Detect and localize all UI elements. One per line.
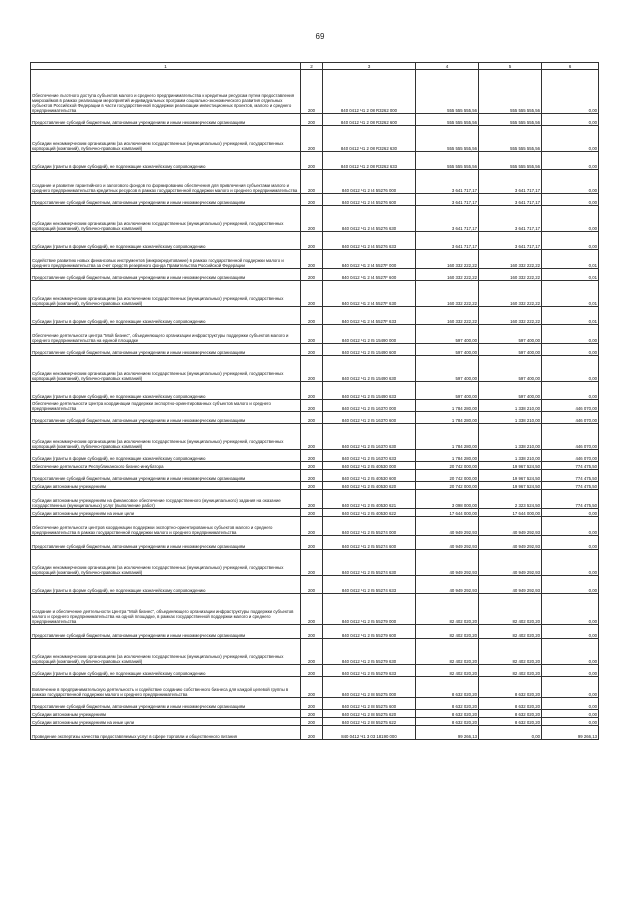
row-budget-code: 840 0412 Ч1 2 I4 55276 000 (323, 170, 416, 194)
row-approved-amount: 8 632 020,20 (416, 698, 479, 710)
table-row (31, 594, 599, 625)
row-name: Предоставление субсидий бюджетным, автономным учреждениям и иным некоммерческим организациям (31, 412, 301, 424)
row-budget-code: 840 0412 Ч1 2 I8 55275 622 (323, 718, 416, 726)
row-executed-amount: 555 555 555,56 (479, 114, 542, 126)
row-unexecuted-amount: 0,01 (542, 307, 599, 325)
row-executed-amount: 19 967 524,50 (479, 482, 542, 490)
row-executed-amount: 597 400,00 (479, 344, 542, 356)
row-unexecuted-amount: 0,00 (542, 718, 599, 726)
row-line-code: 200 (301, 536, 323, 550)
row-approved-amount: 1 784 280,00 (416, 412, 479, 424)
row-unexecuted-amount: 0,01 (542, 250, 599, 269)
row-executed-amount: 555 555 555,56 (479, 126, 542, 152)
row-name: Субсидии (гранты в форме субсидий), не подлежащие казначейскому сопровождению (31, 307, 301, 325)
row-unexecuted-amount: 0,00 (542, 206, 599, 232)
row-executed-amount: 160 332 222,22 (479, 250, 542, 269)
row-unexecuted-amount: 0,00 (542, 677, 599, 698)
row-approved-amount: 3 641 717,17 (416, 232, 479, 250)
row-executed-amount: 3 641 717,17 (479, 206, 542, 232)
row-budget-code: 840 0412 Ч1 2 I5 15490 000 (323, 325, 416, 344)
header-col-5: 5 (479, 63, 542, 70)
row-unexecuted-amount: 0,00 (542, 625, 599, 639)
row-approved-amount: 82 402 020,20 (416, 665, 479, 677)
row-executed-amount: 19 967 524,50 (479, 462, 542, 470)
row-line-code: 200 (301, 698, 323, 710)
row-name: Субсидии некоммерческим организациям (за исключением государственных (муниципальных) учреждений, государственных корпораций (компаний), публично-правовых компаний) (31, 356, 301, 382)
row-executed-amount: 82 402 020,20 (479, 625, 542, 639)
row-executed-amount: 8 632 020,20 (479, 677, 542, 698)
row-approved-amount: 82 402 020,20 (416, 639, 479, 665)
table-row (31, 170, 599, 194)
row-executed-amount: 555 555 555,56 (479, 152, 542, 170)
row-budget-code: 840 0412 Ч1 2 08 R3262 630 (323, 126, 416, 152)
row-executed-amount: 17 644 000,00 (479, 509, 542, 517)
table-row (31, 250, 599, 269)
row-unexecuted-amount: 0,00 (542, 594, 599, 625)
table-row (31, 509, 599, 517)
table-row (31, 517, 599, 536)
row-name: Вовлечение в предпринимательскую деятельность и содействие созданию собственного бизнеса для каждой целевой группы в рамках государственной поддержки малого и среднего предпринимательства (31, 677, 301, 698)
row-line-code: 200 (301, 232, 323, 250)
row-budget-code: 840 0412 Ч1 2 I5 15490 600 (323, 344, 416, 356)
row-approved-amount: 555 555 555,56 (416, 126, 479, 152)
row-approved-amount: 8 632 020,20 (416, 710, 479, 718)
row-budget-code: 840 0412 Ч1 2 I4 5527F 600 (323, 269, 416, 281)
row-budget-code: 840 0412 Ч1 2 I4 55276 633 (323, 232, 416, 250)
row-approved-amount: 597 400,00 (416, 325, 479, 344)
row-approved-amount: 3 641 717,17 (416, 206, 479, 232)
table-row (31, 718, 599, 726)
row-budget-code: 840 0412 Ч1 2 08 R3262 600 (323, 114, 416, 126)
row-name: Субсидии некоммерческим организациям (за исключением государственных (муниципальных) учреждений, государственных корпораций (компаний), публично-правовых компаний) (31, 639, 301, 665)
row-line-code: 200 (301, 152, 323, 170)
row-unexecuted-amount: 0,00 (542, 509, 599, 517)
row-unexecuted-amount: 0,00 (542, 70, 599, 114)
table-row (31, 424, 599, 450)
row-unexecuted-amount: 0,00 (542, 576, 599, 594)
row-approved-amount: 82 402 020,20 (416, 625, 479, 639)
row-unexecuted-amount: 0,00 (542, 698, 599, 710)
table-row (31, 70, 599, 114)
row-approved-amount: 20 742 000,00 (416, 470, 479, 482)
row-budget-code: 840 0412 Ч1 2 I4 5527F 633 (323, 307, 416, 325)
row-approved-amount: 40 949 292,93 (416, 550, 479, 576)
row-budget-code: 840 0412 Ч1 2 I5 15490 630 (323, 356, 416, 382)
row-name: Субсидии некоммерческим организациям (за исключением государственных (муниципальных) учреждений, государственных корпораций (компаний), публично-правовых компаний) (31, 126, 301, 152)
row-line-code: 200 (301, 718, 323, 726)
row-unexecuted-amount: 0,00 (542, 639, 599, 665)
row-unexecuted-amount: 0,00 (542, 356, 599, 382)
row-name: Предоставление субсидий бюджетным, автономным учреждениям и иным некоммерческим организациям (31, 194, 301, 206)
table-row (31, 462, 599, 470)
row-unexecuted-amount: 774 475,50 (542, 470, 599, 482)
header-col-3: 3 (323, 63, 416, 70)
row-budget-code: 840 0412 Ч1 2 I5 55274 630 (323, 550, 416, 576)
row-name: Предоставление субсидий бюджетным, автономным учреждениям и иным некоммерческим организациям (31, 470, 301, 482)
row-approved-amount: 17 644 000,00 (416, 509, 479, 517)
row-unexecuted-amount: 0,00 (542, 665, 599, 677)
row-name: Субсидии автономным учреждениям на финансовое обеспечение государственного (муниципального) задания на оказание государственных (муниципальных) услуг (выполнение работ) (31, 490, 301, 509)
row-unexecuted-amount: 0,00 (542, 126, 599, 152)
row-name: Субсидии некоммерческим организациям (за исключением государственных (муниципальных) учреждений, государственных корпораций (компаний), публично-правовых компаний) (31, 281, 301, 307)
row-executed-amount: 1 338 210,00 (479, 400, 542, 412)
row-executed-amount: 8 632 020,20 (479, 698, 542, 710)
row-unexecuted-amount: 0,00 (542, 550, 599, 576)
row-executed-amount: 2 323 524,50 (479, 490, 542, 509)
row-approved-amount: 597 400,00 (416, 356, 479, 382)
row-approved-amount: 3 641 717,17 (416, 170, 479, 194)
row-name: Субсидии автономным учреждениям на иные цели (31, 718, 301, 726)
row-executed-amount: 0,00 (479, 726, 542, 740)
row-name: Предоставление субсидий бюджетным, автономным учреждениям и иным некоммерческим организациям (31, 269, 301, 281)
row-approved-amount: 99 266,13 (416, 726, 479, 740)
table-header-row (31, 63, 599, 70)
row-approved-amount: 160 332 222,22 (416, 281, 479, 307)
row-name: Субсидии (гранты в форме субсидий), не подлежащие казначейскому сопровождению (31, 382, 301, 400)
row-budget-code: 840 0412 Ч1 2 I5 55274 633 (323, 576, 416, 594)
page-number: 69 (315, 32, 325, 41)
row-name: Субсидии некоммерческим организациям (за исключением государственных (муниципальных) учреждений, государственных корпораций (компаний), публично-правовых компаний) (31, 550, 301, 576)
row-approved-amount: 555 555 555,56 (416, 114, 479, 126)
row-executed-amount: 597 400,00 (479, 382, 542, 400)
row-budget-code: 840 0412 Ч1 2 I8 55275 620 (323, 710, 416, 718)
row-executed-amount: 1 338 210,00 (479, 450, 542, 462)
row-approved-amount: 555 555 555,56 (416, 152, 479, 170)
row-name: Субсидии (гранты в форме субсидий), не подлежащие казначейскому сопровождению (31, 450, 301, 462)
row-line-code: 200 (301, 710, 323, 718)
row-approved-amount: 3 641 717,17 (416, 194, 479, 206)
table-row (31, 536, 599, 550)
row-name: Предоставление субсидий бюджетным, автономным учреждениям и иным некоммерческим организациям (31, 698, 301, 710)
table-row (31, 344, 599, 356)
row-line-code: 200 (301, 382, 323, 400)
row-unexecuted-amount: 0,00 (542, 170, 599, 194)
row-line-code: 200 (301, 665, 323, 677)
row-budget-code: 840 0412 Ч1 2 I5 16370 633 (323, 450, 416, 462)
row-executed-amount: 160 332 222,22 (479, 269, 542, 281)
row-approved-amount: 8 632 020,20 (416, 677, 479, 698)
table-row (31, 382, 599, 400)
row-approved-amount: 597 400,00 (416, 382, 479, 400)
row-executed-amount: 82 402 020,20 (479, 639, 542, 665)
header-col-1: 1 (31, 63, 301, 70)
row-budget-code: 840 0412 Ч1 3 03 18190 000 (323, 726, 416, 740)
table-row (31, 726, 599, 740)
row-line-code: 200 (301, 325, 323, 344)
row-budget-code: 840 0412 Ч1 2 I5 55279 600 (323, 625, 416, 639)
row-approved-amount: 160 332 222,22 (416, 307, 479, 325)
row-budget-code: 840 0412 Ч1 2 I4 55276 630 (323, 206, 416, 232)
row-line-code: 200 (301, 250, 323, 269)
table-row (31, 307, 599, 325)
header-col-4: 4 (416, 63, 479, 70)
row-line-code: 200 (301, 194, 323, 206)
row-unexecuted-amount: 0,00 (542, 536, 599, 550)
table-row (31, 710, 599, 718)
row-line-code: 200 (301, 450, 323, 462)
table-row (31, 450, 599, 462)
table-row (31, 412, 599, 424)
row-name: Субсидии автономным учреждениям (31, 710, 301, 718)
row-approved-amount: 20 742 000,00 (416, 482, 479, 490)
row-unexecuted-amount: 99 266,13 (542, 726, 599, 740)
row-unexecuted-amount: 0,00 (542, 344, 599, 356)
row-name: Проведение экспертизы качества предоставляемых услуг в сфере торговли и общественного питания (31, 726, 301, 740)
table-row (31, 281, 599, 307)
row-line-code: 200 (301, 356, 323, 382)
row-name: Субсидии некоммерческим организациям (за исключением государственных (муниципальных) учреждений, государственных корпораций (компаний), публично-правовых компаний) (31, 424, 301, 450)
row-line-code: 200 (301, 482, 323, 490)
row-budget-code: 840 0412 Ч1 2 08 R3262 633 (323, 152, 416, 170)
row-budget-code: 840 0412 Ч1 2 I4 5527F 000 (323, 250, 416, 269)
row-budget-code: 840 0412 Ч1 2 I5 16370 630 (323, 424, 416, 450)
row-name: Субсидии автономным учреждениям на иные цели (31, 509, 301, 517)
row-budget-code: 840 0412 Ч1 2 I5 16370 000 (323, 400, 416, 412)
row-budget-code: 840 0412 Ч1 2 I4 55276 600 (323, 194, 416, 206)
row-line-code: 200 (301, 677, 323, 698)
row-approved-amount: 40 949 292,93 (416, 576, 479, 594)
table-row (31, 126, 599, 152)
table-row (31, 194, 599, 206)
row-name: Обеспечение деятельности Республиканского бизнес-инкубатора (31, 462, 301, 470)
row-name: Создание и развитие гарантийного и залогового фондов по формированию обеспечения для привлечения субъектами малого и среднего предпринимательства кредитных ресурсов в рамках государственной поддержки малого и среднего предпринимательства (31, 170, 301, 194)
row-executed-amount: 3 641 717,17 (479, 232, 542, 250)
row-executed-amount: 1 338 210,00 (479, 412, 542, 424)
table-row (31, 698, 599, 710)
row-unexecuted-amount: 446 070,00 (542, 450, 599, 462)
row-line-code: 200 (301, 412, 323, 424)
row-executed-amount: 82 402 020,20 (479, 594, 542, 625)
row-line-code: 200 (301, 490, 323, 509)
row-budget-code: 840 0412 Ч1 2 I5 55274 000 (323, 517, 416, 536)
table-row (31, 114, 599, 126)
row-unexecuted-amount: 774 475,50 (542, 490, 599, 509)
row-line-code: 200 (301, 126, 323, 152)
row-approved-amount: 555 555 555,56 (416, 70, 479, 114)
row-line-code: 200 (301, 594, 323, 625)
row-line-code: 200 (301, 114, 323, 126)
header-col-2: 2 (301, 63, 323, 70)
row-budget-code: 840 0412 Ч1 2 I5 55279 633 (323, 665, 416, 677)
row-approved-amount: 160 332 222,22 (416, 269, 479, 281)
row-budget-code: 840 0412 Ч1 2 I5 40530 621 (323, 490, 416, 509)
row-executed-amount: 82 402 020,20 (479, 665, 542, 677)
table-row (31, 232, 599, 250)
row-executed-amount: 8 632 020,20 (479, 718, 542, 726)
row-executed-amount: 40 949 292,93 (479, 517, 542, 536)
row-name: Обеспечение льготного доступа субъектов малого и среднего предпринимательства к кредитным ресурсам путем предоставления микрозаймов в рамках реализации мероприятий индивидуальных программ социально-экономического развития отдельных субъектов Российской Федерации в части государственной поддержки реализации инвестиционных проектов, малого и среднего предпринимательства (31, 70, 301, 114)
row-executed-amount: 3 641 717,17 (479, 194, 542, 206)
row-executed-amount: 1 338 210,00 (479, 424, 542, 450)
row-unexecuted-amount: 0,00 (542, 325, 599, 344)
row-budget-code: 840 0412 Ч1 2 I5 40530 000 (323, 462, 416, 470)
row-approved-amount: 3 098 000,00 (416, 490, 479, 509)
table-row (31, 490, 599, 509)
row-line-code: 200 (301, 470, 323, 482)
row-approved-amount: 40 949 292,93 (416, 536, 479, 550)
row-budget-code: 840 0412 Ч1 2 I5 55279 000 (323, 594, 416, 625)
row-executed-amount: 40 949 292,93 (479, 576, 542, 594)
row-line-code: 200 (301, 462, 323, 470)
row-line-code: 200 (301, 269, 323, 281)
row-budget-code: 840 0412 Ч1 2 I5 40530 622 (323, 509, 416, 517)
table-row (31, 269, 599, 281)
row-name: Субсидии (гранты в форме субсидий), не подлежащие казначейскому сопровождению (31, 576, 301, 594)
row-executed-amount: 597 400,00 (479, 356, 542, 382)
row-name: Предоставление субсидий бюджетным, автономным учреждениям и иным некоммерческим организациям (31, 625, 301, 639)
table-row (31, 470, 599, 482)
row-executed-amount: 8 632 020,20 (479, 710, 542, 718)
budget-execution-table (30, 62, 599, 740)
row-executed-amount: 40 949 292,93 (479, 550, 542, 576)
row-line-code: 200 (301, 509, 323, 517)
row-line-code: 200 (301, 424, 323, 450)
row-approved-amount: 597 400,00 (416, 344, 479, 356)
row-unexecuted-amount: 446 070,00 (542, 400, 599, 412)
table-row (31, 206, 599, 232)
row-line-code: 200 (301, 344, 323, 356)
row-unexecuted-amount: 0,00 (542, 194, 599, 206)
row-unexecuted-amount: 0,00 (542, 710, 599, 718)
row-line-code: 200 (301, 550, 323, 576)
row-unexecuted-amount: 446 070,00 (542, 424, 599, 450)
row-budget-code: 840 0412 Ч1 2 I8 55275 600 (323, 698, 416, 710)
row-name: Предоставление субсидий бюджетным, автономным учреждениям и иным некоммерческим организациям (31, 344, 301, 356)
row-line-code: 200 (301, 625, 323, 639)
row-unexecuted-amount: 0,00 (542, 114, 599, 126)
row-unexecuted-amount: 0,00 (542, 517, 599, 536)
table-row (31, 665, 599, 677)
row-line-code: 200 (301, 726, 323, 740)
table-row (31, 576, 599, 594)
row-budget-code: 840 0412 Ч1 2 I4 5527F 630 (323, 281, 416, 307)
row-line-code: 200 (301, 70, 323, 114)
row-name: Субсидии (гранты в форме субсидий), не подлежащие казначейскому сопровождению (31, 152, 301, 170)
row-name: Субсидии (гранты в форме субсидий), не подлежащие казначейскому сопровождению (31, 665, 301, 677)
row-name: Субсидии некоммерческим организациям (за исключением государственных (муниципальных) учреждений, государственных корпораций (компаний), публично-правовых компаний) (31, 206, 301, 232)
header-col-6: 6 (542, 63, 599, 70)
row-budget-code: 840 0412 Ч1 2 08 R3262 000 (323, 70, 416, 114)
row-approved-amount: 40 949 292,93 (416, 517, 479, 536)
row-name: Обеспечение деятельности Центра координации поддержки экспортно-ориентированных субъектов малого и среднего предпринимательства (31, 400, 301, 412)
row-name: Субсидии (гранты в форме субсидий), не подлежащие казначейскому сопровождению (31, 232, 301, 250)
row-line-code: 200 (301, 170, 323, 194)
row-approved-amount: 1 784 280,00 (416, 450, 479, 462)
row-executed-amount: 597 400,00 (479, 325, 542, 344)
row-budget-code: 840 0412 Ч1 2 I5 40530 600 (323, 470, 416, 482)
row-name: Содействие развитию новых финансовых инструментов (микрокредитование) в рамках государственной поддержки малого и среднего предпринимательства за счет средств резервного фонда Правительства Российской Федерации (31, 250, 301, 269)
row-unexecuted-amount: 0,01 (542, 269, 599, 281)
table-row (31, 677, 599, 698)
row-unexecuted-amount: 446 070,00 (542, 412, 599, 424)
row-approved-amount: 1 784 280,00 (416, 400, 479, 412)
table-row (31, 625, 599, 639)
row-executed-amount: 3 641 717,17 (479, 170, 542, 194)
row-name: Создание и обеспечение деятельности Центра "Мой бизнес", объединяющего организации инфраструктуры поддержки субъектов малого и среднего предпринимательства на одной площадке, в рамках государственной поддержки малого и среднего предпринимательства (31, 594, 301, 625)
table-row (31, 400, 599, 412)
row-unexecuted-amount: 0,00 (542, 382, 599, 400)
row-approved-amount: 160 332 222,22 (416, 250, 479, 269)
row-name: Обеспечение деятельности центров координации поддержки экспортно-ориентированных субъектов малого и среднего предпринимательства в рамках государственной поддержки малого и среднего предпринимательства (31, 517, 301, 536)
row-budget-code: 840 0412 Ч1 2 I5 15490 633 (323, 382, 416, 400)
row-approved-amount: 82 402 020,20 (416, 594, 479, 625)
row-budget-code: 840 0412 Ч1 2 I5 55279 630 (323, 639, 416, 665)
row-line-code: 200 (301, 307, 323, 325)
row-line-code: 200 (301, 576, 323, 594)
row-unexecuted-amount: 774 475,50 (542, 482, 599, 490)
row-executed-amount: 160 332 222,22 (479, 307, 542, 325)
table-row (31, 550, 599, 576)
row-executed-amount: 19 967 524,50 (479, 470, 542, 482)
row-name: Субсидии автономным учреждениям (31, 482, 301, 490)
table-row (31, 152, 599, 170)
row-budget-code: 840 0412 Ч1 2 I5 55274 600 (323, 536, 416, 550)
row-line-code: 200 (301, 206, 323, 232)
row-budget-code: 840 0412 Ч1 2 I5 40530 620 (323, 482, 416, 490)
row-approved-amount: 1 784 280,00 (416, 424, 479, 450)
row-line-code: 200 (301, 639, 323, 665)
row-approved-amount: 20 742 000,00 (416, 462, 479, 470)
row-unexecuted-amount: 0,00 (542, 152, 599, 170)
row-line-code: 200 (301, 400, 323, 412)
row-executed-amount: 160 332 222,22 (479, 281, 542, 307)
table-row (31, 356, 599, 382)
row-unexecuted-amount: 0,00 (542, 232, 599, 250)
row-name: Предоставление субсидий бюджетным, автономным учреждениям и иным некоммерческим организациям (31, 114, 301, 126)
table-row (31, 325, 599, 344)
row-approved-amount: 8 632 020,20 (416, 718, 479, 726)
row-name: Обеспечение деятельности центра "Мой бизнес", объединяющего организации инфраструктуры поддержки субъектов малого и среднего предпринимательства на единой площадке (31, 325, 301, 344)
table-row (31, 639, 599, 665)
row-line-code: 200 (301, 517, 323, 536)
row-executed-amount: 555 555 555,56 (479, 70, 542, 114)
row-unexecuted-amount: 774 475,50 (542, 462, 599, 470)
row-executed-amount: 40 949 292,93 (479, 536, 542, 550)
table-row (31, 482, 599, 490)
row-budget-code: 840 0412 Ч1 2 I8 55275 000 (323, 677, 416, 698)
row-name: Предоставление субсидий бюджетным, автономным учреждениям и иным некоммерческим организациям (31, 536, 301, 550)
row-budget-code: 840 0412 Ч1 2 I5 16370 600 (323, 412, 416, 424)
row-line-code: 200 (301, 281, 323, 307)
row-unexecuted-amount: 0,01 (542, 281, 599, 307)
